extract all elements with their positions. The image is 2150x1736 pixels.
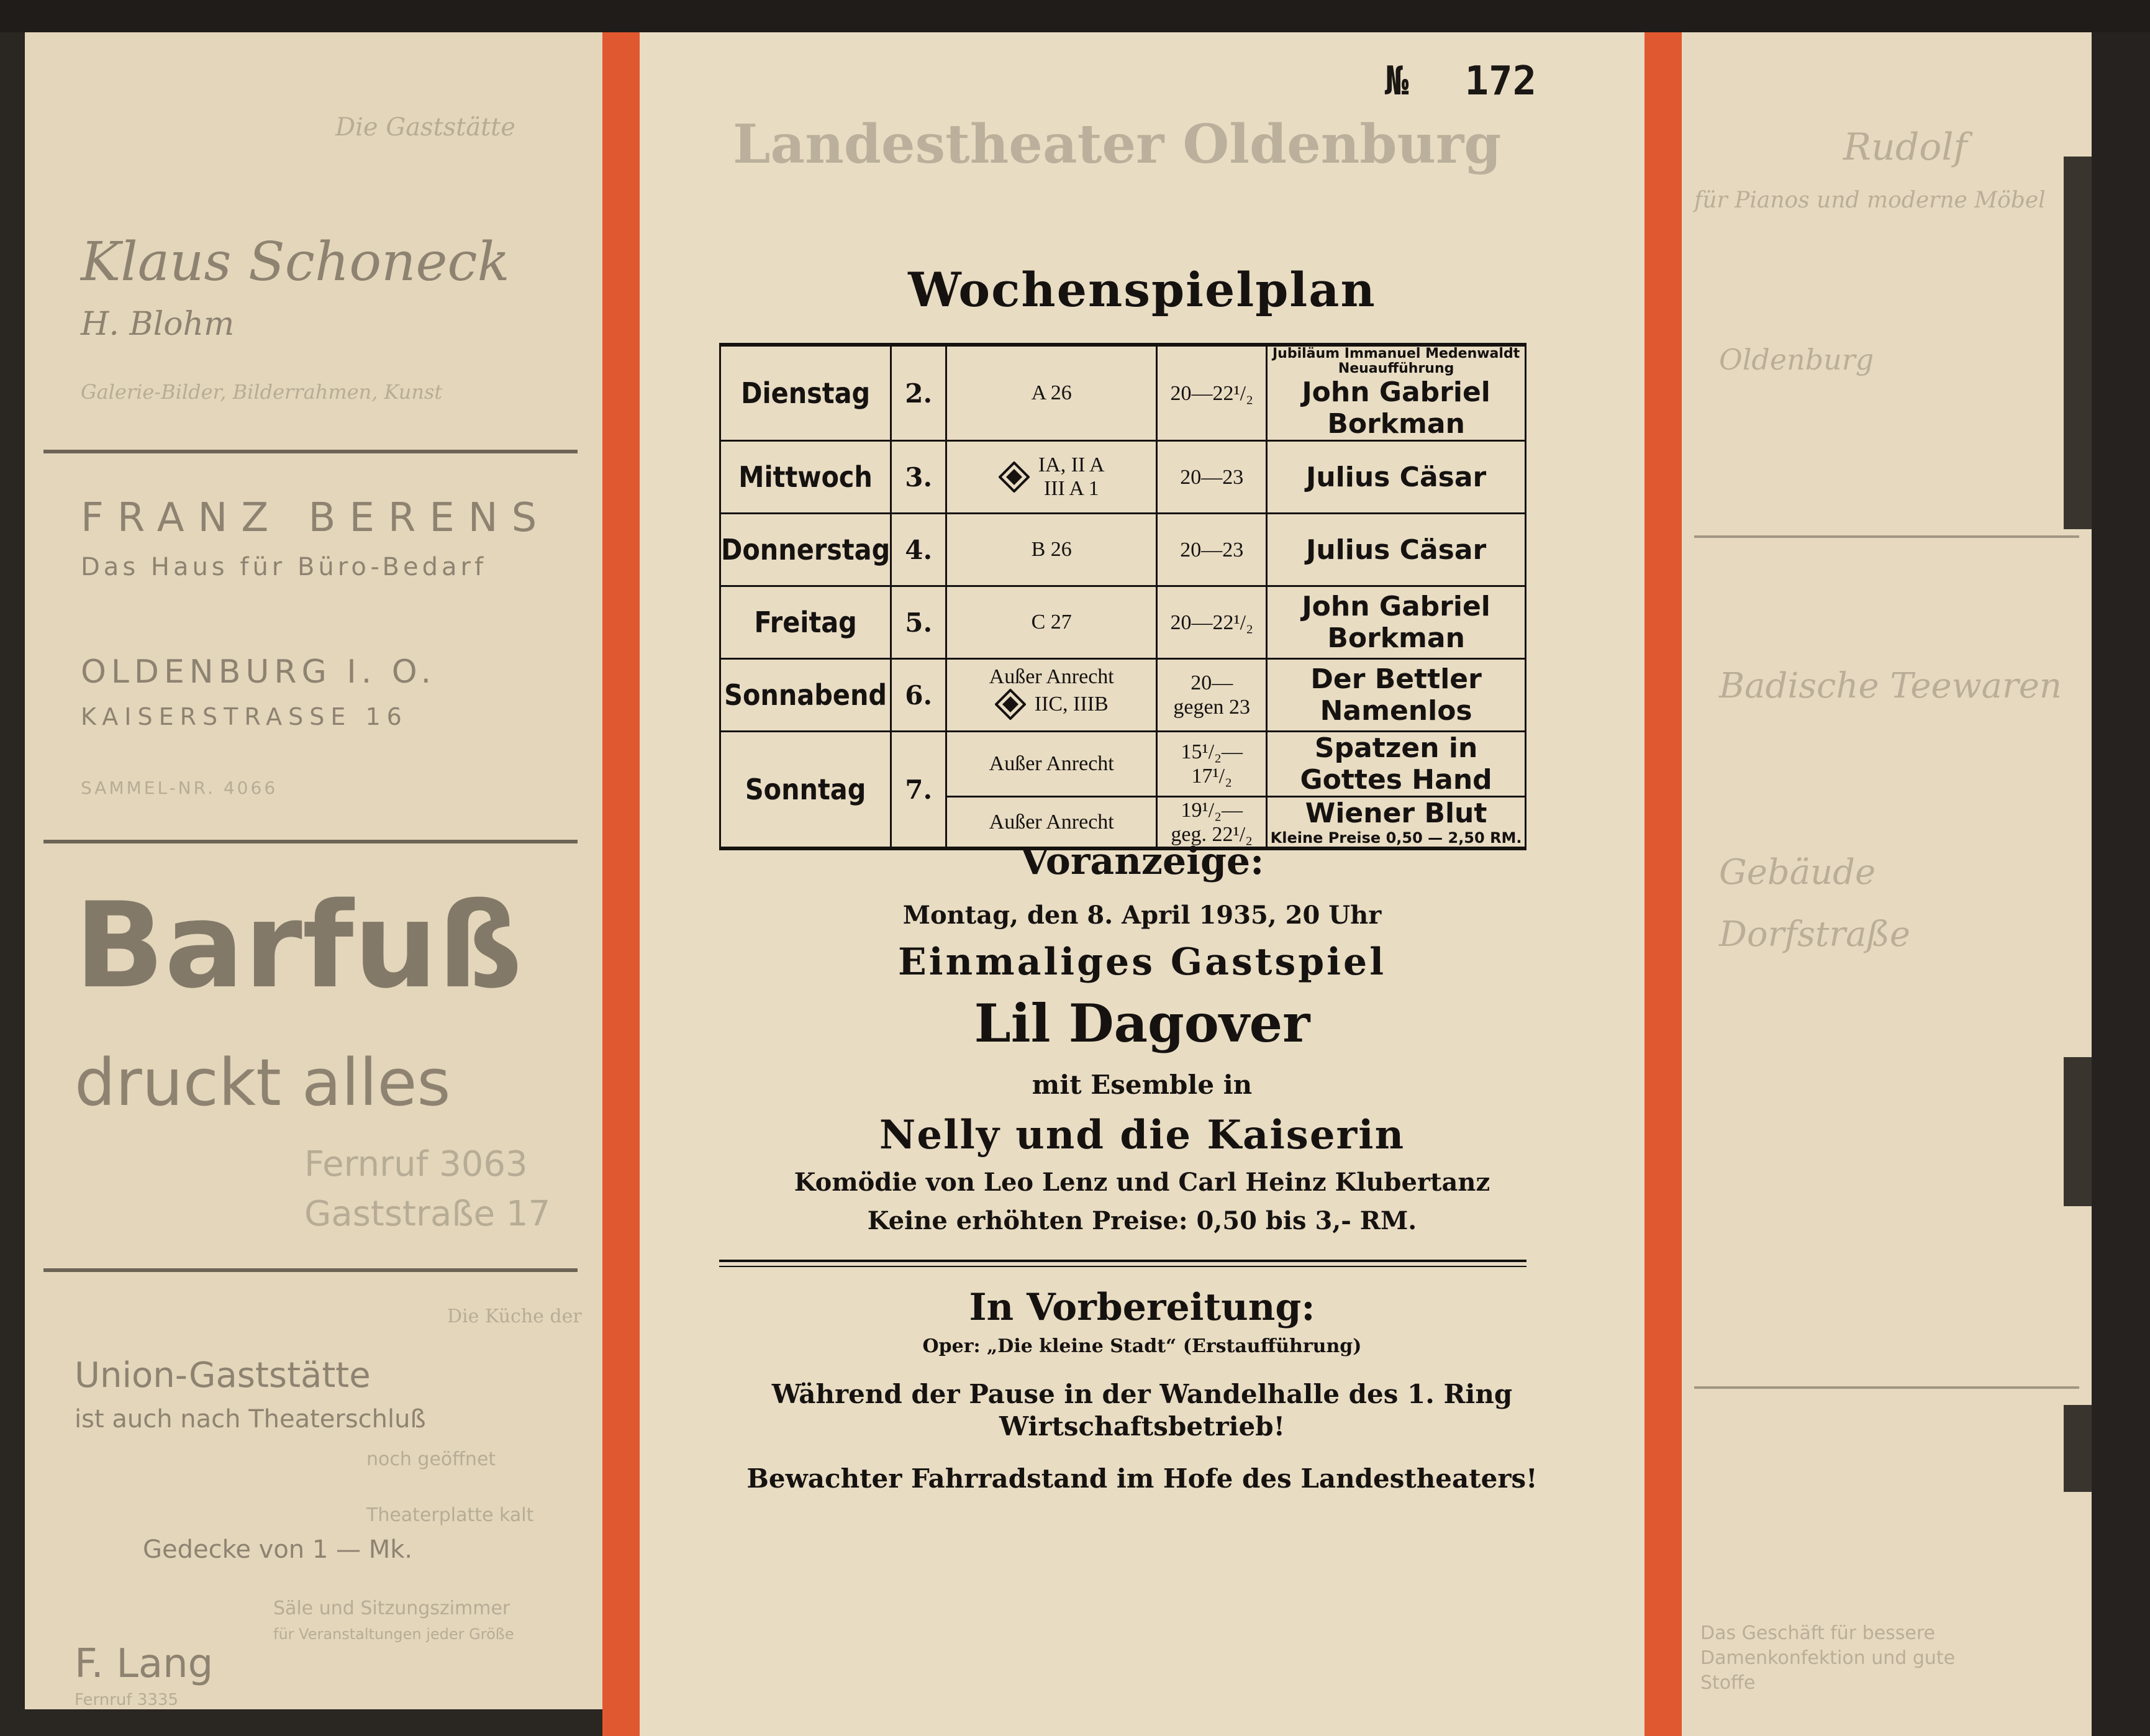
edge-print-fragment — [2064, 1057, 2092, 1206]
ghost-text: Gaststraße 17 — [304, 1194, 551, 1234]
day-cell: Donnerstag — [720, 514, 891, 586]
time-line: geg. 22¹/₂ — [1171, 822, 1253, 846]
abo-cell — [946, 659, 1157, 732]
table-row — [720, 441, 1526, 514]
upcoming-heading: In Vorbereitung: — [969, 1286, 1315, 1329]
scan-top-border — [0, 0, 2150, 32]
play-cell: John Gabriel Borkman — [1267, 586, 1526, 659]
table-row — [720, 659, 1526, 732]
table-row — [720, 586, 1526, 659]
ghost-text: Stoffe — [1700, 1672, 1756, 1694]
number-sign: № — [1385, 58, 1409, 104]
ghost-text: druckt alles — [75, 1045, 451, 1120]
ghost-text: Gedecke von 1 — Mk. — [143, 1535, 413, 1564]
ghost-text: Säle und Sitzungszimmer — [273, 1597, 510, 1619]
abo-line: Außer Anrecht — [989, 665, 1114, 688]
play-cell: Der Bettler Namenlos — [1267, 659, 1526, 732]
ghost-text: Klaus Schoneck — [81, 231, 510, 293]
ghost-text: Badische Teewaren — [1719, 666, 2062, 706]
ghost-text: für Veranstaltungen jeder Größe — [273, 1625, 514, 1643]
date-cell: 4. — [891, 514, 946, 586]
play-cell: Julius Cäsar — [1267, 441, 1526, 514]
time-cell — [1157, 659, 1267, 732]
ghost-text: Theaterplatte kalt — [366, 1504, 534, 1526]
price-note: Kleine Preise 0,50 — 2,50 RM. — [1270, 829, 1522, 847]
abo-line: IA, II A — [1038, 453, 1105, 477]
ghost-text: Barfuß — [75, 877, 523, 1014]
ghost-rule — [1694, 535, 2079, 538]
abo-cell: B 26 — [946, 514, 1157, 586]
date-cell: 6. — [891, 659, 946, 732]
ghost-text: Damenkonfektion und gute — [1700, 1647, 1956, 1669]
ghost-masthead: Landestheater Oldenburg — [733, 113, 1502, 176]
preview-heading: Voranzeige: — [1020, 840, 1264, 883]
date-cell: 2. — [891, 345, 946, 441]
abo-line: IIC, IIIB — [1034, 692, 1109, 716]
day-cell: Sonntag — [720, 732, 891, 849]
ghost-text: F. Lang — [75, 1641, 214, 1687]
time-line: 19¹/₂— — [1181, 798, 1243, 822]
page-number — [1385, 58, 1536, 104]
ghost-text: Galerie-Bilder, Bilderrahmen, Kunst — [81, 380, 443, 404]
time-line: gegen 23 — [1173, 696, 1251, 719]
play-title: Wiener Blut — [1305, 798, 1487, 830]
date-cell: 3. — [891, 441, 946, 514]
preview-play: Nelly und die Kaiserin — [879, 1112, 1405, 1158]
day-cell: Freitag — [720, 586, 891, 659]
ghost-text: für Pianos und moderne Möbel — [1694, 188, 2046, 213]
pause-notice: Während der Pause in der Wandelhalle des 1. Ring — [771, 1379, 1513, 1409]
time-cell: 20—22¹/₂ — [1157, 586, 1267, 659]
ghost-rule — [43, 1268, 578, 1272]
ghost-text: H. Blohm — [81, 306, 235, 343]
ghost-text: OLDENBURG I. O. — [81, 653, 437, 691]
preview-date: Montag, den 8. April 1935, 20 Uhr — [902, 901, 1382, 930]
pause-notice: Wirtschaftsbetrieb! — [999, 1411, 1286, 1442]
preview-event: Einmaliges Gastspiel — [898, 940, 1386, 984]
time-line: 17¹/₂ — [1191, 765, 1232, 788]
red-band-right — [1644, 32, 1682, 1736]
red-band-left — [602, 32, 640, 1736]
preview-artist: Lil Dagover — [974, 993, 1310, 1054]
ghost-text: Das Haus für Büro-Bedarf — [81, 553, 488, 581]
preview-authors: Komödie von Leo Lenz und Carl Heinz Klubertanz — [794, 1168, 1490, 1197]
time-cell — [1157, 732, 1267, 797]
edge-print-fragment — [2064, 157, 2092, 529]
table-row — [720, 345, 1526, 441]
ghost-text: Fernruf 3063 — [304, 1144, 528, 1184]
play-cell — [1267, 345, 1526, 441]
ghost-text: Die Gaststätte — [335, 113, 515, 142]
ghost-text: KAISERSTRASSE 16 — [81, 703, 408, 730]
ghost-text: FRANZ BERENS — [81, 495, 551, 541]
theatre-emblem-icon — [995, 689, 1026, 720]
time-line: 20— — [1191, 671, 1233, 695]
ghost-rule — [1694, 1386, 2079, 1389]
left-facing-page — [25, 32, 602, 1709]
theatre-emblem-icon — [999, 461, 1030, 493]
play-title: John Gabriel Borkman — [1302, 376, 1490, 440]
table-row — [720, 514, 1526, 586]
time-cell: 20—23 — [1157, 514, 1267, 586]
divider-rule — [719, 1260, 1526, 1262]
scan-right-border — [2087, 32, 2150, 1736]
table-row — [720, 732, 1526, 797]
abo-line: III A 1 — [1043, 477, 1099, 501]
ghost-text: Union-Gaststätte — [75, 1355, 371, 1396]
ghost-text: SAMMEL-NR. 4066 — [81, 778, 278, 798]
ghost-text: Das Geschäft für bessere — [1700, 1622, 1936, 1644]
abo-cell: Außer Anrecht — [946, 797, 1157, 849]
right-facing-page — [1682, 32, 2092, 1736]
time-cell: 20—22¹/₂ — [1157, 345, 1267, 441]
day-cell: Sonnabend — [720, 659, 891, 732]
preview-prices: Keine erhöhten Preise: 0,50 bis 3,- RM. — [867, 1206, 1417, 1235]
page-title: Wochenspielplan — [908, 262, 1376, 317]
day-cell: Mittwoch — [720, 441, 891, 514]
abo-cell: A 26 — [946, 345, 1157, 441]
ghost-text: Gebäude — [1719, 852, 1876, 893]
play-cell: Julius Cäsar — [1267, 514, 1526, 586]
ghost-text: Oldenburg — [1719, 343, 1874, 376]
ghost-text: ist auch nach Theaterschluß — [75, 1405, 426, 1434]
edge-print-fragment — [2064, 1405, 2092, 1492]
time-line: 15¹/₂— — [1181, 740, 1243, 764]
date-cell: 7. — [891, 732, 946, 849]
abo-cell: C 27 — [946, 586, 1157, 659]
time-cell: 20—23 — [1157, 441, 1267, 514]
ghost-rule — [43, 450, 578, 453]
upcoming-opera: Oper: „Die kleine Stadt“ (Erstaufführung) — [922, 1335, 1362, 1357]
play-note: Jubiläum Immanuel Medenwaldt — [1272, 346, 1520, 361]
number-value: 172 — [1464, 58, 1537, 104]
play-note: Neuaufführung — [1338, 361, 1454, 377]
programme-page — [640, 32, 1644, 1736]
schedule-table — [719, 343, 1526, 850]
divider-rule — [719, 1266, 1526, 1267]
day-cell: Dienstag — [720, 345, 891, 441]
ghost-rule — [43, 840, 578, 843]
ghost-text: noch geöffnet — [366, 1448, 496, 1470]
preview-with: mit Esemble in — [1032, 1070, 1253, 1100]
ghost-text: Dorfstraße — [1719, 914, 1911, 955]
ghost-text: Fernruf 3335 — [75, 1691, 178, 1709]
play-cell: Spatzen in Gottes Hand — [1267, 732, 1526, 797]
abo-cell — [946, 441, 1157, 514]
date-cell: 5. — [891, 586, 946, 659]
ghost-text: Die Küche der — [447, 1306, 582, 1327]
bike-notice: Bewachter Fahrradstand im Hofe des Landestheaters! — [746, 1463, 1538, 1494]
abo-cell: Außer Anrecht — [946, 732, 1157, 797]
ghost-text: Rudolf — [1843, 125, 1967, 169]
